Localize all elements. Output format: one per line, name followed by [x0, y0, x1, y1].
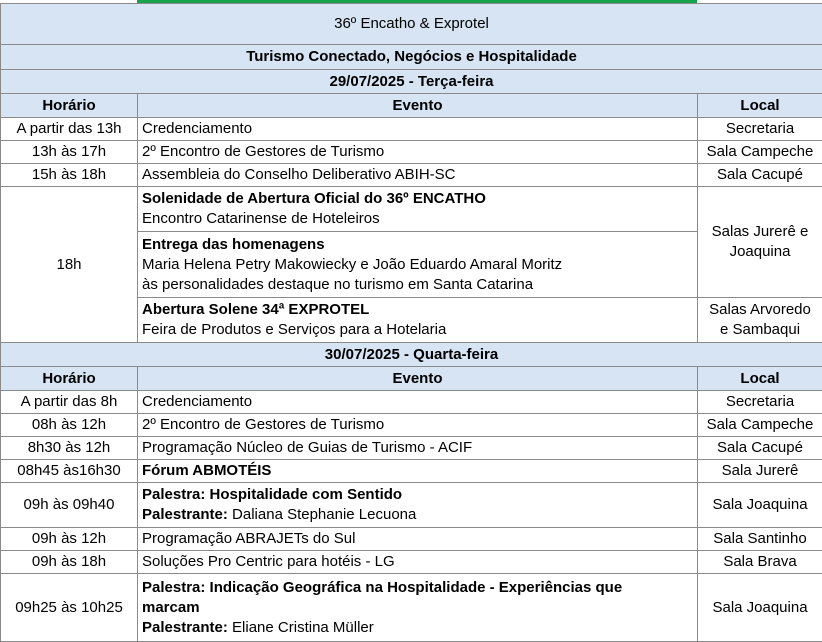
row-place: Sala Jurerê: [698, 460, 822, 483]
day2-date: 30/07/2025 - Quarta-feira: [1, 343, 822, 367]
title-row: [1, 4, 822, 45]
table-row: [1, 551, 822, 574]
talk2-title-line2: marcam: [142, 598, 200, 616]
table-row: [1, 141, 822, 164]
row-place: Sala Joaquina: [698, 483, 822, 528]
talk1-speaker-line: [142, 505, 693, 525]
header-place: Local: [698, 367, 822, 391]
talk2-event: [138, 574, 698, 642]
row-time: 09h25 às 10h25: [1, 574, 138, 642]
row-place: Sala Cacupé: [698, 164, 822, 187]
awards-event: [138, 232, 698, 298]
row-time: 13h às 17h: [1, 141, 138, 164]
row-time: 8h30 às 12h: [1, 437, 138, 460]
expo-title: Abertura Solene 34ª EXPROTEL: [142, 301, 370, 318]
place1-line2: Joaquina: [729, 243, 791, 260]
header-event: Evento: [138, 94, 698, 118]
talk2-speaker-line: [142, 618, 693, 638]
table-row-talk1: [1, 483, 822, 528]
opening-event: [138, 187, 698, 232]
opening-description: Encontro Catarinense de Hoteleiros: [142, 210, 380, 227]
speaker-label: Palestrante:: [142, 618, 228, 636]
expo-event: [138, 298, 698, 343]
opening-title: Solenidade de Abertura Oficial do 36º ENCATHO: [142, 190, 486, 207]
row-time: 09h às 09h40: [1, 483, 138, 528]
table-row-forum: [1, 460, 822, 483]
page-title: 36º Encatho & Exprotel: [1, 4, 822, 45]
day1-date-row: [1, 70, 822, 94]
row-event: Fórum ABMOTÉIS: [138, 460, 698, 483]
evening-time: 18h: [1, 187, 138, 343]
awards-title: Entrega das homenagens: [142, 235, 325, 253]
table-row: [1, 164, 822, 187]
talk2-title-line1: Palestra: Indicação Geográfica na Hospitalidade - Experiências que: [142, 578, 623, 596]
row-time: 08h às 12h: [1, 414, 138, 437]
table-row-talk2: [1, 574, 822, 642]
speaker-name: Eliane Cristina Müller: [227, 618, 374, 636]
row-time: A partir das 8h: [1, 391, 138, 414]
subtitle-row: [1, 45, 822, 70]
evening-row-opening: [1, 187, 822, 232]
row-time: 09h às 12h: [1, 528, 138, 551]
awards-names: Maria Helena Petry Makowiecky e João Eduardo Amaral Moritz: [142, 255, 563, 273]
row-place: Sala Joaquina: [698, 574, 822, 642]
header-time: Horário: [1, 367, 138, 391]
table-row: [1, 437, 822, 460]
row-event: Programação ABRAJETs do Sul: [138, 528, 698, 551]
speaker-name: Daliana Stephanie Lecuona: [227, 506, 417, 523]
row-event: Assembleia do Conselho Deliberativo ABIH-SC: [138, 164, 698, 187]
row-place: Sala Cacupé: [698, 437, 822, 460]
talk1-title: Palestra: Hospitalidade com Sentido: [142, 486, 403, 503]
page-subtitle: Turismo Conectado, Negócios e Hospitalidade: [1, 45, 822, 70]
place1-line1: Salas Jurerê e: [711, 223, 809, 240]
row-place: Secretaria: [698, 391, 822, 414]
header-event: Evento: [138, 367, 698, 391]
evening-place-2: [698, 298, 822, 343]
table-row: [1, 528, 822, 551]
row-event: Programação Núcleo de Guias de Turismo - ACIF: [138, 437, 698, 460]
header-place: Local: [698, 94, 822, 118]
day1-header-row: [1, 94, 822, 118]
table-row: [1, 391, 822, 414]
speaker-label: Palestrante:: [142, 506, 228, 523]
expo-description: Feira de Produtos e Serviços para a Hotelaria: [142, 321, 447, 338]
row-place: Sala Santinho: [698, 528, 822, 551]
talk1-event: [138, 483, 698, 528]
row-place: Secretaria: [698, 118, 822, 141]
day2-date-row: [1, 343, 822, 367]
row-place: Sala Brava: [698, 551, 822, 574]
place2-line1: Salas Arvoredo: [709, 301, 811, 318]
row-event: 2º Encontro de Gestores de Turismo: [138, 414, 698, 437]
awards-description: às personalidades destaque no turismo em Santa Catarina: [142, 275, 534, 293]
row-time: A partir das 13h: [1, 118, 138, 141]
row-event: Credenciamento: [138, 118, 698, 141]
row-event: Soluções Pro Centric para hotéis - LG: [138, 551, 698, 574]
row-place: Sala Campeche: [698, 141, 822, 164]
row-event: 2º Encontro de Gestores de Turismo: [138, 141, 698, 164]
place2-line2: e Sambaqui: [719, 321, 801, 338]
day1-date: 29/07/2025 - Terça-feira: [1, 70, 822, 94]
evening-place-1: [698, 187, 822, 298]
schedule-table: [0, 3, 822, 642]
header-time: Horário: [1, 94, 138, 118]
row-place: Sala Campeche: [698, 414, 822, 437]
table-row: [1, 118, 822, 141]
row-time: 08h45 às16h30: [1, 460, 138, 483]
row-event: Credenciamento: [138, 391, 698, 414]
row-time: 15h às 18h: [1, 164, 138, 187]
table-row: [1, 414, 822, 437]
day2-header-row: [1, 367, 822, 391]
row-time: 09h às 18h: [1, 551, 138, 574]
